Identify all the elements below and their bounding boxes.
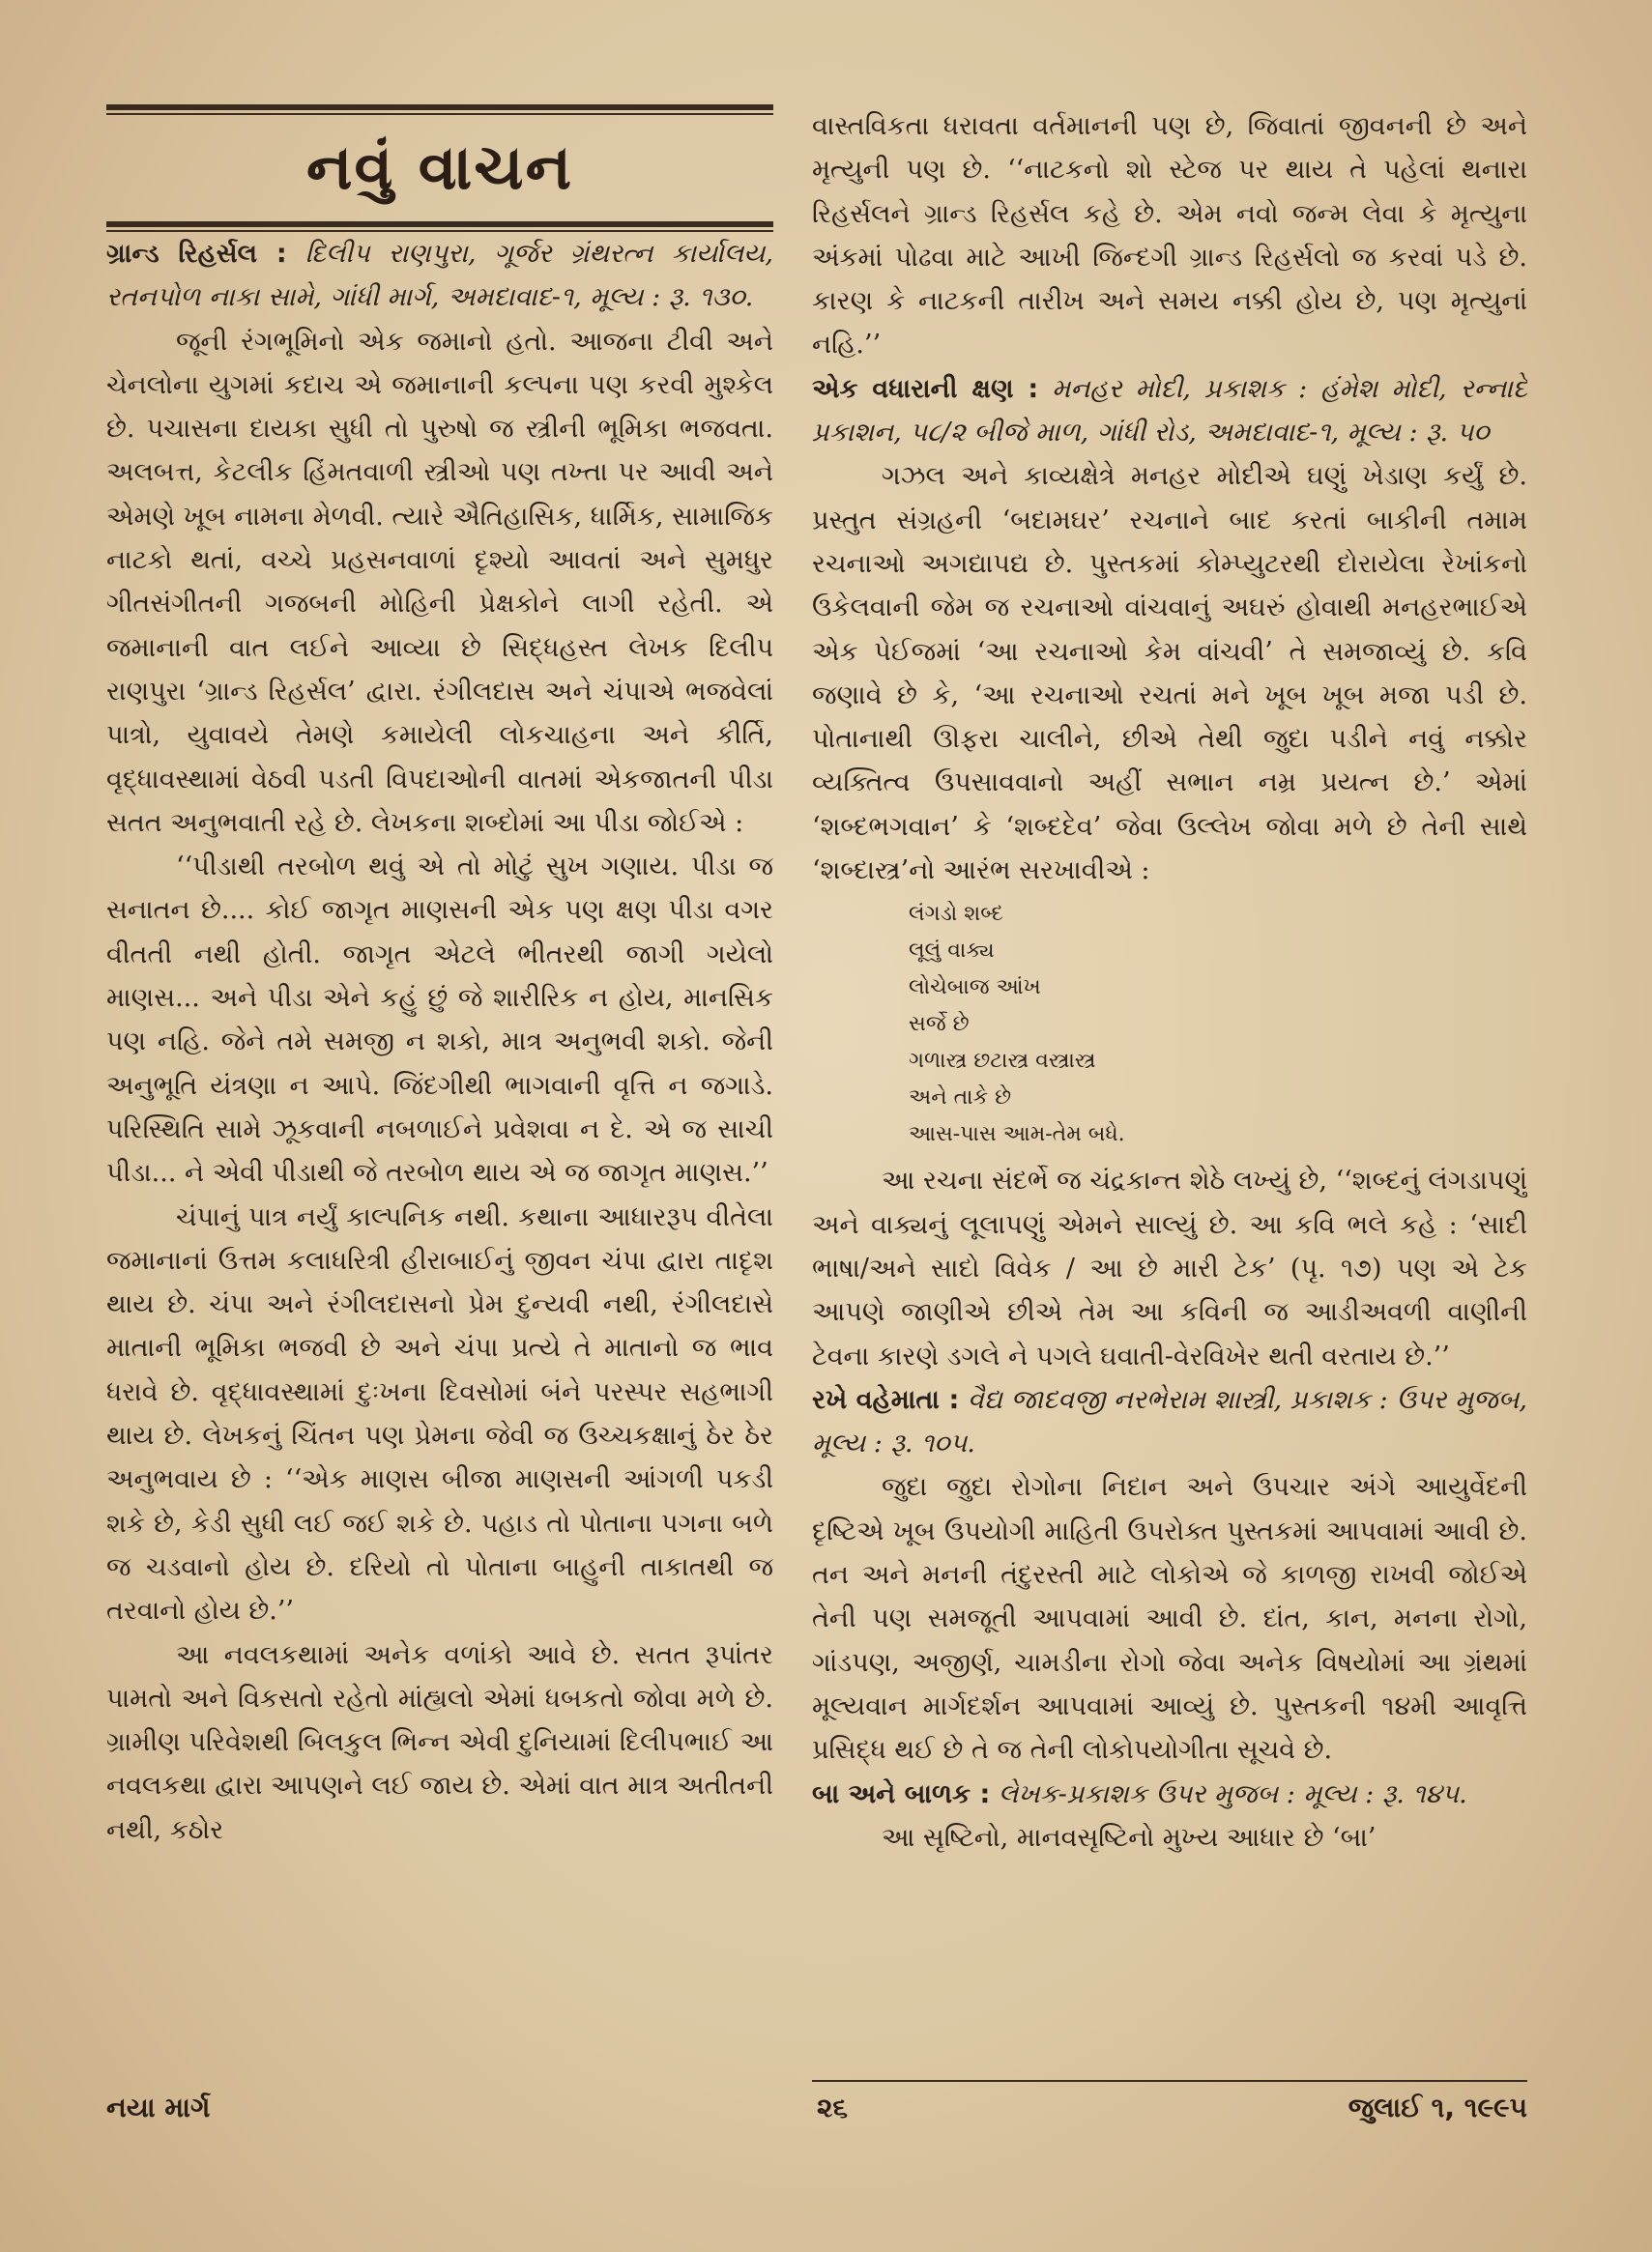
- paragraph: જુદા જુદા રોગોના નિદાન અને ઉપચાર અંગે આયુર્વેદની દૃષ્ટિએ ખૂબ ઉપયોગી માહિતી ઉપરોક્ત પુસ્તકમાં આપવામાં આવી છે. તન અને મનની તંદુરસ્તી માટે લોકોએ જે કાળજી રાખવી જોઈએ તેની પણ સમજૂતી આપવામાં આવી છે. દાંત, કાન, મનના રોગો, ગાંડપણ, અજીર્ણ, ચામડીના રોગો જેવા અનેક વિષયોમાં આ ગ્રંથમાં મૂલ્યવાન માર્ગદર્શન આપવામાં આવ્યું છે. પુસ્તકની ૧૪મી આવૃત્તિ પ્રસિદ્ધ થઈ છે તે જ તેની લોકોપયોગીતા સૂચવે છે.: [812, 1472, 1527, 1766]
- poem-line: લૂલું વાક્ય: [909, 938, 995, 964]
- poem-line: લંગડો શબ્દ: [909, 902, 1003, 927]
- paragraph: ચંપાનું પાત્ર નર્યું કાલ્પનિક નથી. કથાના આધારરૂપ વીતેલા જમાનાનાં ઉત્તમ કલાધરિત્રી હીરાબાઈનું જીવન ચંપા દ્વારા તાદૃશ થાય છે. ચંપા અને રંગીલદાસનો પ્રેમ દુન્યવી નથી, રંગીલદાસે માતાની ભૂમિકા ભજવી છે અને ચંપા પ્રત્યે તે માતાનો જ ભાવ ધરાવે છે. વૃદ્ધાવસ્થામાં દુઃખના દિવસોમાં બંને પરસ્પર સહભાગી થાય છે. લેખકનું ચિંતન પણ પ્રેમના જેવી જ ઉચ્ચકક્ષાનું ઠેર ઠેર અનુભવાય છે : ‘‘એક માણસ બીજા માણસની આંગળી પકડી શકે છે, કેડી સુધી લઈ જઈ શકે છે. પહાડ તો પોતાના પગના બળે જ ચડવાનો હોય છે. દરિયો તો પોતાના બાહુની તાકાતથી જ તરવાનો હોય છે.’’: [106, 1201, 773, 1627]
- review-title: ગ્રાન્ડ રિહર્સલ :: [106, 239, 287, 269]
- review-heading-rakhe-vahemata: [812, 1378, 1527, 1466]
- title-rule-bottom: [106, 221, 773, 232]
- review-title: એક વધારાની ક્ષણ :: [812, 373, 1039, 404]
- poem-block: [812, 896, 1527, 1153]
- review-heading-ek-vadharani-kshan: [812, 367, 1527, 455]
- poem-line: સર્જે છે: [909, 1012, 970, 1037]
- review-details: વૈદ્ય જાદવજી નરભેરામ શાસ્ત્રી, પ્રકાશક : ઉપર મુજબ, મૂલ્ય : રૂ. ૧૦૫.: [812, 1384, 1527, 1459]
- title-rule-top: [106, 104, 773, 115]
- section-title: નવું વાચન: [305, 132, 574, 204]
- poem-line: આસ-પાસ આમ-તેમ બધે.: [909, 1122, 1125, 1147]
- review-heading-grand-rehearsal: [106, 232, 773, 320]
- poem-line: લોચેબાજ આંખ: [909, 975, 1041, 1000]
- review-heading-ba-ane-balak: [812, 1773, 1527, 1816]
- left-column: [106, 104, 773, 2066]
- paragraph: વાસ્તવિકતા ધરાવતા વર્તમાનની પણ છે, જિવાતાં જીવનની છે અને મૃત્યુની પણ છે. ‘‘નાટકનો શો સ્ટેજ પર થાય તે પહેલાં થનારા રિહર્સલને ગ્રાન્ડ રિહર્સલ કહે છે. એમ નવો જન્મ લેવા કે મૃત્યુના અંકમાં પોઢવા માટે આખી જિન્દગી ગ્રાન્ડ રિહર્સલો જ કરવાં પડે છે. કારણ કે નાટકની તારીખ અને સમય નક્કી હોય છે, પણ મૃત્યુનાં નહિ.’’: [812, 111, 1527, 361]
- review-details: દિલીપ રાણપુરા, ગૂર્જર ગ્રંથરત્ન કાર્યાલય, રતનપોળ નાકા સામે, ગાંધી માર્ગ, અમદાવાદ-૧, મૂલ્ય : રૂ. ૧૩૦.: [106, 239, 773, 313]
- review-details: મનહર મોદી, પ્રકાશક : હંમેશ મોદી, રન્નાદે પ્રકાશન, ૫૮/૨ બીજે માળ, ગાંધી રોડ, અમદાવાદ-૧, મૂલ્ય : રૂ. ૫૦: [812, 373, 1527, 448]
- paragraph: આ નવલકથામાં અનેક વળાંકો આવે છે. સતત રૂપાંતર પામતો અને વિકસતો રહેતો માંહ્યલો એમાં ધબકતો જોવા મળે છે. ગ્રામીણ પરિવેશથી બિલકુલ ભિન્ન એવી દુનિયામાં દિલીપભાઈ આ નવલકથા દ્વારા આપણને લઈ જાય છે. એમાં વાત માત્ર અતીતની નથી, કઠોર: [106, 1639, 773, 1845]
- column-end-rule: [812, 2080, 1527, 2082]
- quote-paragraph: ‘‘પીડાથી તરબોળ થવું એ તો મોટું સુખ ગણાય. પીડા જ સનાતન છે.... કોઈ જાગૃત માણસની એક પણ ક્ષણ પીડા વગર વીતતી નથી હોતી. જાગૃત એટલે ભીતરથી જાગી ગયેલો માણસ... અને પીડા એને કહું છું જે શારીરિક ન હોય, માનસિક પણ નહિ. જેને તમે સમજી ન શકો, માત્ર અનુભવી શકો. જેની અનુભૂતિ યંત્રણા ન આપે. જિંદગીથી ભાગવાની વૃત્તિ ન જગાડે. પરિસ્થિતિ સામે ઝૂકવાની નબળાઈને પ્રવેશવા ન દે. એ જ સાચી પીડા... ને એવી પીડાથી જે તરબોળ થાય એ જ જાગૃત માણસ.’’: [106, 852, 773, 1189]
- paragraph: આ રચના સંદર્ભે જ ચંદ્રકાન્ત શેઠે લખ્યું છે, ‘‘શબ્દનું લંગડાપણું અને વાક્યનું લૂલાપણું એમને સાલ્યું છે. આ કવિ ભલે કહે : ‘સાદી ભાષા/અને સાદો વિવેક / આ છે મારી ટેક’ (પૃ. ૧૭) પણ એ ટેક આપણે જાણીએ છીએ તેમ આ કવિની જ આડીઅવળી વાણીની ટેવના કારણે ડગલે ને પગલે ઘવાતી-વેરવિખેર થતી વરતાય છે.’’: [812, 1166, 1527, 1371]
- footer-date: જુલાઈ ૧, ૧૯૯૫: [1348, 2092, 1527, 2123]
- review-details: લેખક-પ્રકાશક ઉપર મુજબ : મૂલ્ય : રૂ. ૧૪૫.: [998, 1778, 1467, 1809]
- paragraph: આ સૃષ્ટિનો, માનવસૃષ્ટિનો મુખ્ય આધાર છે ‘બા’: [882, 1822, 1377, 1853]
- paragraph: ગઝલ અને કાવ્યક્ષેત્રે મનહર મોદીએ ઘણું ખેડાણ કર્યું છે. પ્રસ્તુત સંગ્રહની ‘બદામઘર’ રચનાને બાદ કરતાં બાકીની તમામ રચનાઓ અગદ્યાપદ્ય છે. પુસ્તકમાં કોમ્પ્યુટરથી દોરાયેલા રેખાંકનો ઉકેલવાની જેમ જ રચનાઓ વાંચવાનું અઘરું હોવાથી મનહરભાઈએ એક પેઈજમાં ‘આ રચનાઓ કેમ વાંચવી’ તે સમજાવ્યું છે. કવિ જણાવે છે કે, ‘આ રચનાઓ રચતાં મને ખૂબ ખૂબ મજા પડી છે. પોતાનાથી ઊફરા ચાલીને, છીએ તેથી જુદા પડીને નવું નક્કોર વ્યક્તિત્વ ઉપસાવવાનો અહીં સભાન નમ્ર પ્રયત્ન છે.’ એમાં ‘શબ્દભગવાન’ કે ‘શબ્દદેવ’ જેવા ઉલ્લેખ જોવા મળે છે તેની સાથે ‘શબ્દાસ્ત્ર’નો આરંભ સરખાવીએ :: [812, 461, 1527, 886]
- review-title: રખે વહેમાતા :: [812, 1384, 960, 1415]
- poem-line: ગળાસ્ત્ર છટાસ્ત્ર વસ્ત્રાસ્ત્ર: [909, 1049, 1096, 1074]
- paragraph: જૂની રંગભૂમિનો એક જમાનો હતો. આજના ટીવી અને ચેનલોના યુગમાં કદાચ એ જમાનાની કલ્પના પણ કરવી મુશ્કેલ છે. પચાસના દાયકા સુધી તો પુરુષો જ સ્ત્રીની ભૂમિકા ભજવતા. અલબત્ત, કેટલીક હિંમતવાળી સ્ત્રીઓ પણ તખ્તા પર આવી અને એમણે ખૂબ નામના મેળવી. ત્યારે ઐતિહાસિક, ધાર્મિક, સામાજિક નાટકો થતાં, વચ્ચે પ્રહસનવાળાં દૃશ્યો આવતાં અને સુમધુર ગીતસંગીતની ગજબની મોહિની પ્રેક્ષકોને લાગી રહેતી. એ જમાનાની વાત લઈને આવ્યા છે સિદ્ધહસ્ત લેખક દિલીપ રાણપુરા ‘ગ્રાન્ડ રિહર્સલ’ દ્વારા. રંગીલદાસ અને ચંપાએ ભજવેલાં પાત્રો, યુવાવયે તેમણે કમાયેલી લોકચાહના અને કીર્તિ, વૃદ્ધાવસ્થામાં વેઠવી પડતી વિપદાઓની વાતમાં એકજાતની પીડા સતત અનુભવાતી રહે છે. લેખકના શબ્દોમાં આ પીડા જોઈએ :: [106, 326, 773, 838]
- poem-line: અને તાકે છે: [909, 1085, 1012, 1111]
- footer-magazine-name: નયા માર્ગ: [106, 2092, 211, 2123]
- footer-page-number: ૨૬: [817, 2092, 849, 2123]
- right-column: [812, 104, 1527, 2086]
- review-title: બા અને બાળક :: [812, 1778, 991, 1809]
